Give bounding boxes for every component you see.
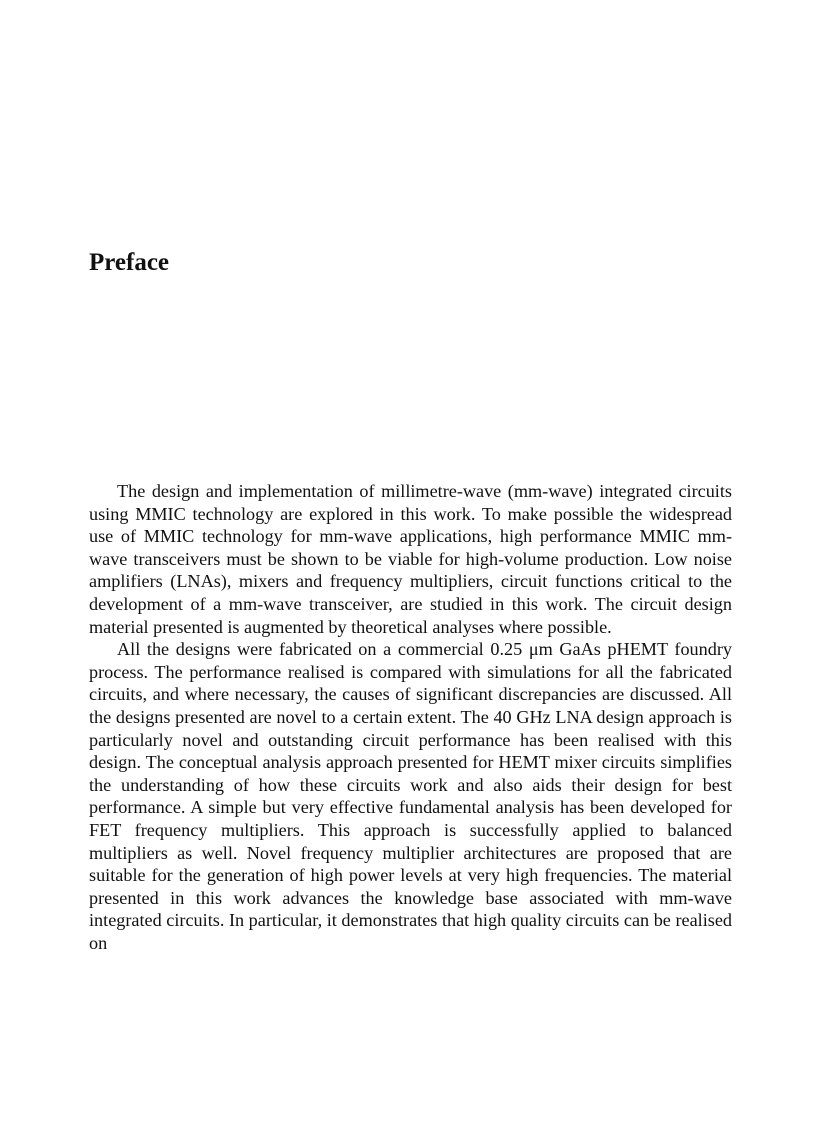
paragraph-2: All the designs were fabricated on a commercial 0.25 μm GaAs pHEMT foundry process. The performance realised is compared with simulations for all the fabricated circuits, and where necessary, the causes of significant discrepancies are discussed. All the designs presented are novel to a certain extent. The 40 GHz LNA design approach is particularly novel and outstanding circuit performance has been realised with this design. The conceptual analysis approach presented for HEMT mixer circuits simplifies the understanding of how these circuits work and also aids their design for best performance. A simple but very effective fundamental analysis has been developed for FET frequency multipliers. This approach is successfully applied to balanced multipliers as well. Novel frequency multiplier architectures are proposed that are suitable for the generation of high power levels at very high frequencies. The material presented in this work advances the knowledge base associated with mm-wave integrated circuits. In particular, it demonstrates that high quality circuits can be realised on xyxy=(89,639,732,953)
page-heading: Preface xyxy=(89,249,170,276)
paragraph-1: The design and implementation of millimetre-wave (mm-wave) integrated circuits using MMIC technology are explored in this work. To make possible the widespread use of MMIC technology for mm-wave applications, high performance MMIC mm-wave transceivers must be shown to be viable for high-volume production. Low noise amplifiers (LNAs), mixers and frequency multipliers, circuit functions critical to the development of a mm-wave transceiver, are studied in this work. The circuit design material presented is augmented by theoretical analyses where possible. xyxy=(89,481,732,637)
body-text xyxy=(89,480,732,954)
